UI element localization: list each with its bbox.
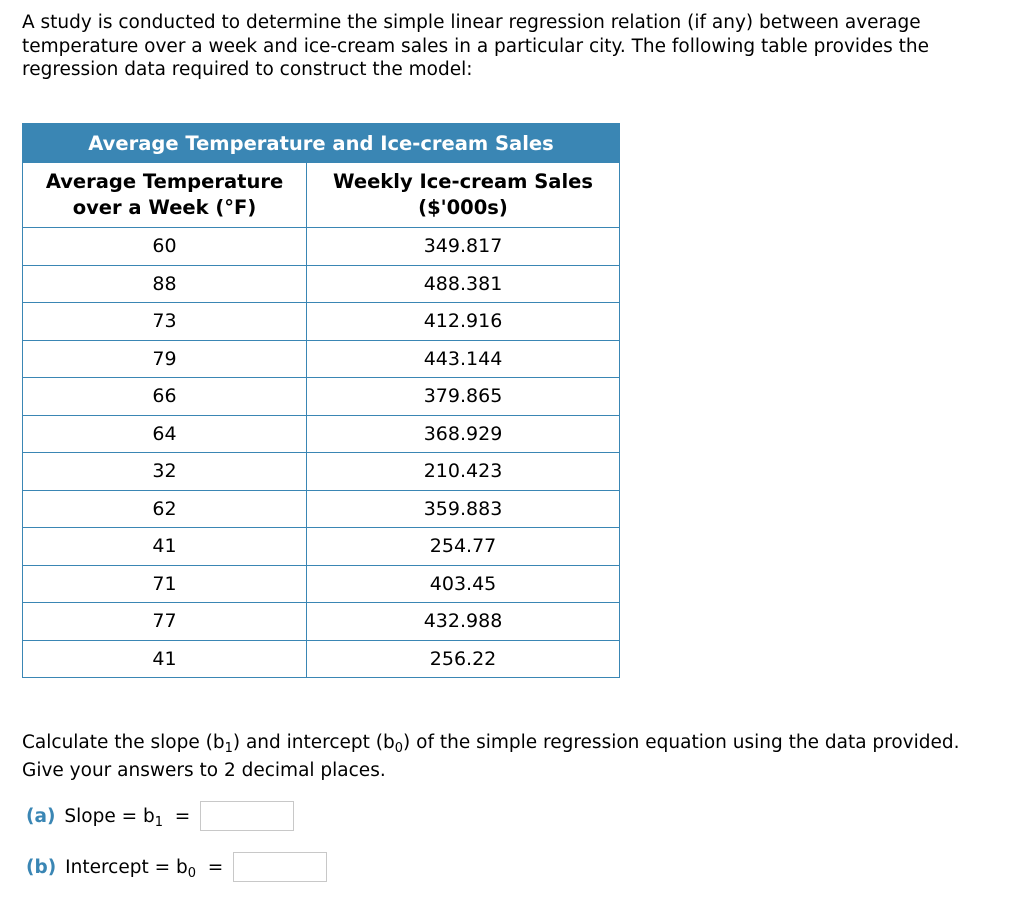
temperature-cell: 73 [23, 303, 307, 341]
slope-input[interactable] [200, 801, 294, 831]
temperature-cell: 32 [23, 453, 307, 491]
question-part2: ) and intercept (b [232, 732, 395, 753]
intercept-label-text: Intercept = b [65, 856, 188, 878]
question-text [22, 729, 1012, 785]
table-row [23, 265, 620, 303]
temperature-cell: 71 [23, 565, 307, 603]
slope-subscript: 1 [224, 741, 233, 756]
sales-cell: 412.916 [307, 303, 620, 341]
column-header-temperature [23, 163, 307, 228]
table-row [23, 303, 620, 341]
table-row [23, 490, 620, 528]
sales-cell: 254.77 [307, 528, 620, 566]
slope-label-subscript: 1 [154, 814, 164, 830]
part-a-label: (a) [26, 805, 56, 827]
column-header-sales-line2: ($'000s) [418, 196, 508, 219]
slope-equals: = [174, 805, 191, 827]
question-part3: ) of the simple regression equation using the data provided. [403, 732, 960, 753]
intercept-equals: = [207, 856, 224, 878]
temperature-cell: 64 [23, 415, 307, 453]
intercept-label [65, 856, 224, 881]
table-row [23, 603, 620, 641]
intercept-answer-row [26, 852, 327, 882]
problem-intro: A study is conducted to determine the simple linear regression relation (if any) between average temperature over a week and ice-cream sales in a particular city. The following table provides the regression data required to construct the model: [22, 12, 930, 80]
regression-data-table [22, 123, 620, 678]
table-row [23, 453, 620, 491]
temperature-cell: 88 [23, 265, 307, 303]
intercept-subscript: 0 [394, 741, 404, 756]
intercept-input[interactable] [233, 852, 327, 882]
part-b-label: (b) [26, 856, 57, 878]
slope-answer-row [26, 801, 294, 831]
table-row [23, 340, 620, 378]
table-row [23, 528, 620, 566]
temperature-cell: 60 [23, 228, 307, 266]
sales-cell: 368.929 [307, 415, 620, 453]
temperature-cell: 62 [23, 490, 307, 528]
table-caption: Average Temperature and Ice-cream Sales [23, 124, 620, 163]
sales-cell: 403.45 [307, 565, 620, 603]
table-row [23, 640, 620, 678]
intercept-label-subscript: 0 [187, 865, 197, 881]
column-header-temperature-line2: over a Week (°F) [72, 196, 257, 219]
sales-cell: 349.817 [307, 228, 620, 266]
table-row [23, 415, 620, 453]
sales-cell: 488.381 [307, 265, 620, 303]
question-instructions: Give your answers to 2 decimal places. [22, 760, 386, 781]
sales-cell: 432.988 [307, 603, 620, 641]
table-header-row [23, 163, 620, 228]
sales-cell: 210.423 [307, 453, 620, 491]
temperature-cell: 41 [23, 640, 307, 678]
sales-cell: 443.144 [307, 340, 620, 378]
column-header-sales-line1: Weekly Ice-cream Sales [333, 170, 593, 193]
sales-cell: 359.883 [307, 490, 620, 528]
table-caption-row [23, 124, 620, 163]
table-row [23, 378, 620, 416]
sales-cell: 379.865 [307, 378, 620, 416]
question-part1: Calculate the slope (b [22, 732, 225, 753]
temperature-cell: 41 [23, 528, 307, 566]
table-row [23, 565, 620, 603]
column-header-sales [307, 163, 620, 228]
slope-label [64, 805, 191, 830]
temperature-cell: 77 [23, 603, 307, 641]
column-header-temperature-line1: Average Temperature [45, 170, 284, 193]
temperature-cell: 66 [23, 378, 307, 416]
sales-cell: 256.22 [307, 640, 620, 678]
temperature-cell: 79 [23, 340, 307, 378]
table-row [23, 228, 620, 266]
slope-label-text: Slope = b [64, 805, 155, 827]
